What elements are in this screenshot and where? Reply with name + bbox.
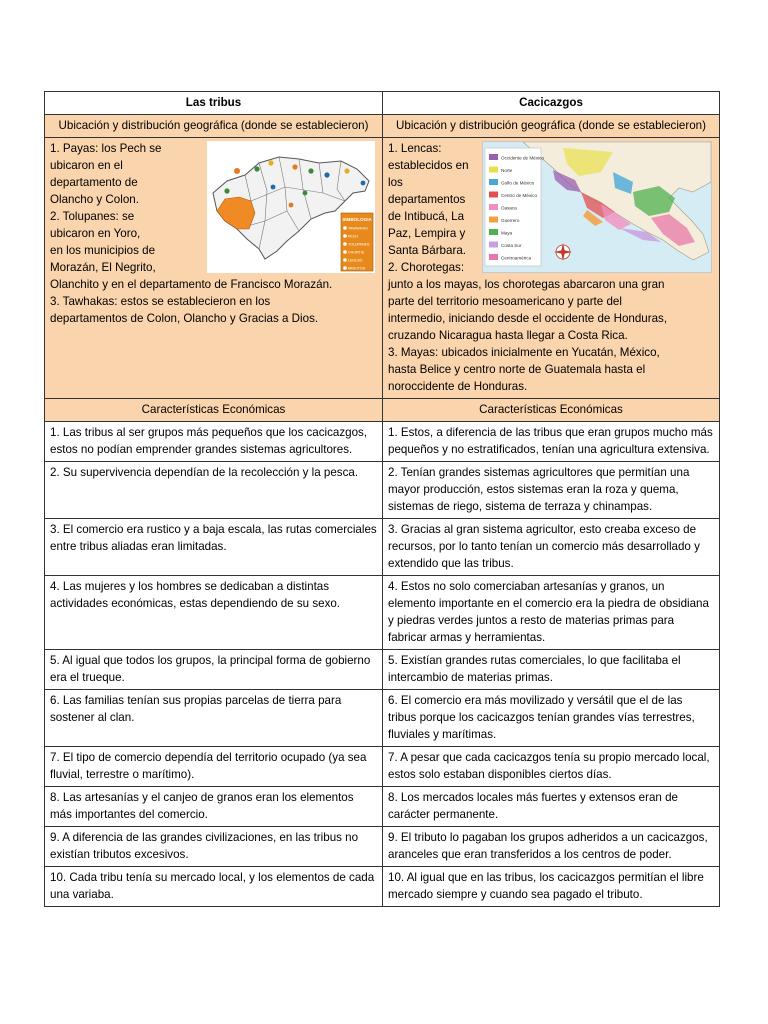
economic-row-5 xyxy=(45,650,720,690)
legend-swatch xyxy=(489,204,498,210)
svg-text:TOLUPANES: TOLUPANES xyxy=(348,242,370,247)
location-tribus-line: en los municipios de xyxy=(50,244,156,257)
svg-text:PECH: PECH xyxy=(348,234,358,239)
legend-label: Norte xyxy=(501,168,513,173)
legend-label: Centroamérica xyxy=(501,255,532,261)
economic-tribus-cell: 2. Su supervivencia dependían de la recolección y la pesca. xyxy=(45,462,383,519)
location-cacicazgos-line: hasta Belice y centro norte de Guatemala hasta el xyxy=(388,363,646,376)
location-tribus-cell xyxy=(45,138,383,399)
economic-cacicazgos-cell: 9. El tributo lo pagaban los grupos adheridos a un cacicazgos, aranceles que eran transferidos a los centros de poder. xyxy=(383,827,720,867)
location-cacicazgos-line: establecidos en xyxy=(388,159,469,172)
legend-swatch xyxy=(489,242,498,248)
economic-cacicazgos-cell: 8. Los mercados locales más fuertes y extensos eran de carácter permanente. xyxy=(383,787,720,827)
economic-subheader-right: Características Económicas xyxy=(383,399,720,422)
location-cacicazgos-line: Paz, Lempira y xyxy=(388,227,466,240)
location-tribus-line: 3. Tawhakas: estos se establecieron en los xyxy=(50,295,271,308)
economic-subheader-left: Características Económicas xyxy=(45,399,383,422)
economic-subheader-row xyxy=(45,399,720,422)
economic-tribus-cell: 5. Al igual que todos los grupos, la principal forma de gobierno era el trueque. xyxy=(45,650,383,690)
location-cacicazgos-line: cruzando Nicaragua hasta llegar a Costa Rica. xyxy=(388,329,628,342)
location-tribus-line: Morazán, El Negrito, xyxy=(50,261,156,274)
economic-cacicazgos-cell: 4. Estos no solo comerciaban artesanías y granos, un elemento importante en el comercio era la piedra de obsidiana y piedras verdes juntos a resto de materias primas para fabricar armas y herramientas. xyxy=(383,576,720,650)
economic-row-2 xyxy=(45,462,720,519)
location-cacicazgos-line: 2. Chorotegas: xyxy=(388,261,465,274)
economic-tribus-cell: 3. El comercio era rustico y a baja escala, las rutas comerciales entre tribus aliadas eran limitadas. xyxy=(45,519,383,576)
economic-row-9 xyxy=(45,827,720,867)
location-tribus-line: ubicaron en Yoro, xyxy=(50,227,141,240)
legend-swatch xyxy=(489,254,498,260)
location-cacicazgos-cell xyxy=(383,138,720,399)
svg-text:LENCAS: LENCAS xyxy=(348,258,363,263)
economic-cacicazgos-cell: 2. Tenían grandes sistemas agricultores que permitían una mayor producción, estos sistemas eran la roza y quema, sistemas de riego, sistema de terraza y chinampas. xyxy=(383,462,720,519)
legend-label: Guerrero xyxy=(501,218,520,223)
legend-label: Costa Sur xyxy=(501,243,522,248)
economic-cacicazgos-cell: 7. A pesar que cada cacicazgos tenía su propio mercado local, estos solo estaban disponibles ciertos días. xyxy=(383,747,720,787)
location-tribus-line: Olancho y Colon. xyxy=(50,193,139,206)
honduras-tribes-map xyxy=(207,141,375,273)
header-cacicazgos: Cacicazgos xyxy=(383,92,720,115)
economic-cacicazgos-cell: 3. Gracias al gran sistema agricultor, esto creaba exceso de recursos, por lo tanto tenían un comercio más desarrollado y extendido que las tribus. xyxy=(383,519,720,576)
location-cacicazgos-line: 3. Mayas: ubicados inicialmente en Yucatán, México, xyxy=(388,346,660,359)
location-tribus-line: Olanchito y en el departamento de Francisco Morazán. xyxy=(50,278,333,291)
svg-text:MISKITOS: MISKITOS xyxy=(348,266,366,271)
comparison-table xyxy=(44,91,720,907)
location-cacicazgos-line: noroccidente de Honduras. xyxy=(388,380,528,393)
economic-row-7 xyxy=(45,747,720,787)
location-cacicazgos-line: Santa Bárbara. xyxy=(388,244,466,257)
location-cacicazgos-line: de Intibucá, La xyxy=(388,210,465,223)
location-subheader-right: Ubicación y distribución geográfica (donde se establecieron) xyxy=(383,115,720,138)
economic-row-8 xyxy=(45,787,720,827)
legend-label: Oaxaca xyxy=(501,205,517,211)
location-content-row xyxy=(45,138,720,399)
economic-tribus-cell: 6. Las familias tenían sus propias parcelas de tierra para sostener al clan. xyxy=(45,690,383,747)
legend-label: Centro de México xyxy=(501,193,538,198)
economic-tribus-cell: 9. A diferencia de las grandes civilizaciones, en las tribus no existían tributos excesivos. xyxy=(45,827,383,867)
legend-swatch xyxy=(489,217,498,223)
location-cacicazgos-line: parte del territorio mesoamericano y parte del xyxy=(388,295,622,308)
legend-label: Maya xyxy=(501,230,513,236)
location-subheader-left: Ubicación y distribución geográfica (donde se establecieron) xyxy=(45,115,383,138)
economic-row-3 xyxy=(45,519,720,576)
header-tribus: Las tribus xyxy=(45,92,383,115)
legend-swatch xyxy=(489,179,498,185)
legend-label: Golfo de México xyxy=(501,180,535,186)
svg-text:SIMBOLOGIA: SIMBOLOGIA xyxy=(342,217,372,222)
location-tribus-line: 2. Tolupanes: se xyxy=(50,210,135,223)
location-cacicazgos-line: departamentos xyxy=(388,193,466,206)
location-cacicazgos-line: junto a los mayas, los chorotegas abarcaron una gran xyxy=(388,278,665,291)
svg-text:CHORTIS: CHORTIS xyxy=(348,250,365,255)
economic-tribus-cell: 7. El tipo de comercio dependía del territorio ocupado (ya sea fluvial, terrestre o marítimo). xyxy=(45,747,383,787)
economic-cacicazgos-cell: 1. Estos, a diferencia de las tribus que eran grupos mucho más pequeños y no estratificados, tenían una agricultura extensiva. xyxy=(383,422,720,462)
location-cacicazgos-line: los xyxy=(388,176,403,189)
economic-row-4 xyxy=(45,576,720,650)
economic-cacicazgos-cell: 6. El comercio era más movilizado y versátil que el de las tribus porque los cacicazgos tenían grandes vías terrestres, fluviales y marítimas. xyxy=(383,690,720,747)
location-cacicazgos-line: 1. Lencas: xyxy=(388,142,442,155)
economic-cacicazgos-cell: 5. Existían grandes rutas comerciales, lo que facilitaba el intercambio de materias primas. xyxy=(383,650,720,690)
economic-row-6 xyxy=(45,690,720,747)
mesoamerica-map xyxy=(482,141,712,273)
legend-swatch xyxy=(489,229,498,235)
location-tribus-line: ubicaron en el xyxy=(50,159,123,172)
svg-text:TAWAHKAS: TAWAHKAS xyxy=(348,226,368,231)
location-tribus-line: departamentos de Colon, Olancho y Gracias a Dios. xyxy=(50,312,319,325)
legend-swatch xyxy=(489,192,498,198)
economic-tribus-cell: 8. Las artesanías y el canjeo de granos eran los elementos más importantes del comercio. xyxy=(45,787,383,827)
header-row xyxy=(45,92,720,115)
location-cacicazgos-line: intermedio, iniciando desde el occidente de Honduras, xyxy=(388,312,668,325)
economic-row-10 xyxy=(45,867,720,907)
location-subheader-row xyxy=(45,115,720,138)
legend-swatch xyxy=(489,167,498,173)
location-tribus-line: departamento de xyxy=(50,176,138,189)
location-tribus-line: 1. Payas: los Pech se xyxy=(50,142,162,155)
economic-tribus-cell: 1. Las tribus al ser grupos más pequeños que los cacicazgos, estos no podían emprender grandes sistemas agricultores. xyxy=(45,422,383,462)
legend-swatch xyxy=(489,154,498,160)
legend-label: Occidente de México xyxy=(501,155,544,161)
economic-tribus-cell: 10. Cada tribu tenía su mercado local, y los elementos de cada una variaba. xyxy=(45,867,383,907)
economic-row-1 xyxy=(45,422,720,462)
economic-cacicazgos-cell: 10. Al igual que en las tribus, los cacicazgos permitían el libre mercado siempre y cuando sea pagado el tributo. xyxy=(383,867,720,907)
economic-tribus-cell: 4. Las mujeres y los hombres se dedicaban a distintas actividades económicas, estas dependiendo de su sexo. xyxy=(45,576,383,650)
